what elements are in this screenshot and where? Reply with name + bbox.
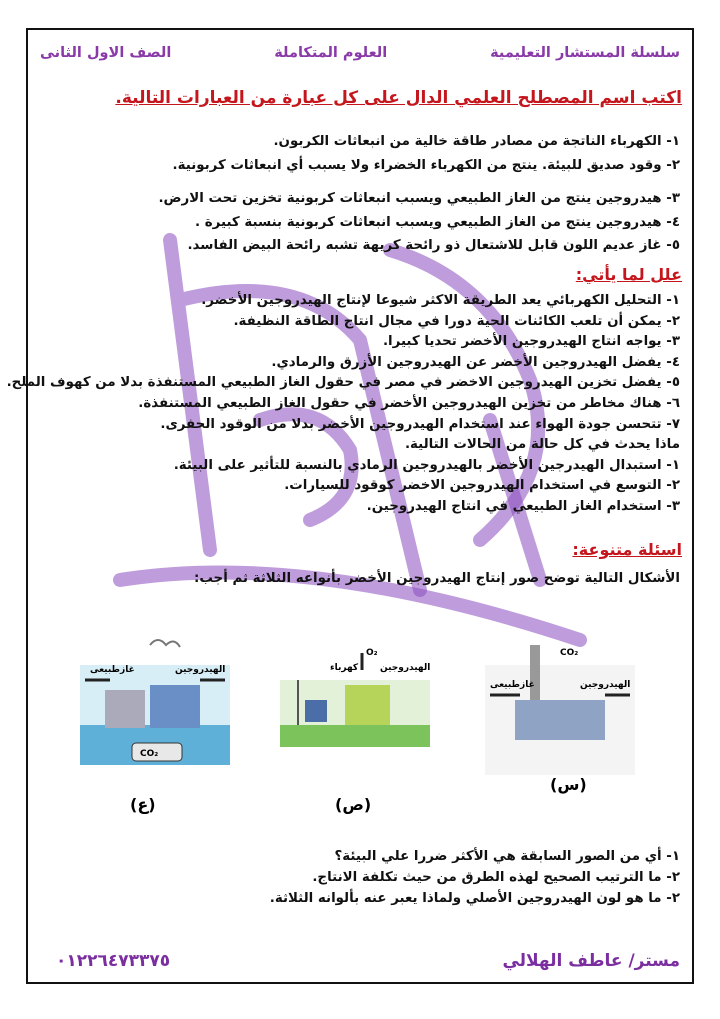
subject-title: العلوم المتكاملة (274, 45, 388, 61)
figure-c-gas: CO₂ (560, 648, 579, 658)
section1-title: اكتب اسم المصطلح العلمي الدال على كل عبارة من العبارات التالية. (115, 88, 682, 108)
section3-questions (270, 846, 680, 909)
section2-title: علل لما يأتي: (575, 265, 682, 284)
list-item: ٢- ما هو لون الهيدروجين الأصلي ولماذا يعبر عنه بألوانه الثلاثة. (269, 891, 680, 906)
list-item: ٣- يواجه انتاج الهيدروجين الأخضر تحديا كبيرا. (382, 334, 680, 350)
grade-title: الصف الاول الثانى (40, 45, 172, 61)
figure-c-input: غازطبيعى (490, 680, 535, 690)
list-item: ٢- التوسع في استخدام الهيدروجين الاخضر كوقود للسيارات. (284, 478, 680, 494)
figure-a-gas: CO₂ (140, 749, 159, 759)
list-item: ١- أي من الصور السابقة هي الأكثر ضررا علي البيئة؟ (334, 849, 680, 864)
figure-c (485, 645, 635, 775)
figure-a-input: غازطبيعى (90, 665, 135, 675)
hydrogen-production-figures (60, 625, 660, 825)
figure-b-gas: O₂ (366, 648, 378, 658)
figure-b-electrolyzer (345, 685, 390, 725)
solar-panel-icon (305, 700, 327, 722)
series-title: سلسلة المستشار التعليمية (490, 45, 680, 61)
list-item: ٥- غاز عديم اللون قابل للاشتعال ذو رائحة كريهة تشبه رائحة البيض الفاسد. (187, 238, 680, 253)
figure-b-input: كهرباء (330, 663, 359, 673)
list-item: ٣- استخدام الغاز الطبيعي في انتاج الهيدروجين. (366, 498, 680, 514)
figure-b-output: الهيدروجين (380, 663, 431, 673)
list-item: ١- استبدال الهيدرجين الأخضر بالهيدروجين الرمادي بالنسبة للتأثير على البيئة. (173, 457, 680, 473)
figure-a-label: (ع) (130, 795, 156, 814)
teacher-name: مستر/ عاطف الهلالي (502, 951, 680, 971)
list-item: ٢- يمكن أن تلعب الكائنات الحية دورا في مجال انتاج الطاقة النظيفة. (233, 313, 680, 329)
list-item: ٤- هيدروجين ينتج من الغاز الطبيعي ويسبب انبعاثات كربونية بنسبة كبيرة . (195, 214, 680, 230)
subtitle: ماذا يحدث في كل حالة من الحالات التالية. (404, 437, 680, 453)
list-item: ١- الكهرباء الناتجة من مصادر طاقة خالية من انبعاثات الكربون. (273, 134, 680, 149)
figure-c-plant (515, 700, 605, 740)
list-item: ١- التحليل الكهربائي يعد الطريقة الاكثر شيوعا لإنتاج الهيدروجين الأخضر. (201, 293, 680, 308)
figure-a (80, 640, 230, 765)
teacher-phone: ٠١٢٢٦٤٧٣٣٧٥ (56, 951, 171, 971)
section2-list (7, 291, 680, 518)
list-item: ٢- وقود صديق للبيئة. ينتج من الكهرباء الخضراء ولا يسبب أي انبعاثات كربونية. (172, 157, 680, 173)
figure-b (280, 648, 430, 747)
list-item: ٣- هيدروجين ينتج من الغاز الطبيعي ويسبب انبعاثات كربونية تخزين تحت الارض. (158, 191, 680, 206)
cloud-icon (150, 640, 180, 647)
figure-a-tanks (105, 690, 145, 728)
page-header (40, 40, 680, 66)
figure-a-output: الهيدروجين (175, 665, 226, 675)
section3-title: اسئلة متنوعة: (572, 540, 682, 559)
figure-a-plant (150, 685, 200, 728)
section3-intro: الأشكال التالية توضح صور إنتاج الهيدروجين الأخضر بأنواعه الثلاثة ثم أجب: (194, 571, 680, 586)
list-item: ٢- ما الترتيب الصحيح لهذه الطرق من حيث تكلفة الانتاج. (312, 870, 680, 885)
list-item: ٥- يفضل تخزين الهيدروجين الاخضر في مصر في حقول الغاز الطبيعي المستنفذة بدلا من كهوف الملح. (6, 375, 680, 391)
list-item: ٧- تتحسن جودة الهواء عند استخدام الهيدروجين الأخضر بدلا من الوقود الحفرى. (160, 416, 680, 432)
list-item: ٦- هناك مخاطر من تخزين الهيدروجين الأخضر في حقول الغاز الطبيعي المستنفذة. (138, 395, 680, 411)
section1-list (158, 130, 680, 258)
list-item: ٤- يفضل الهيدروجين الأخضر عن الهيدروجين الأزرق والرمادي. (271, 354, 680, 370)
figure-b-label: (ص) (335, 795, 372, 814)
figure-c-label: (س) (550, 775, 587, 794)
figure-b-ground (280, 725, 430, 747)
figure-c-output: الهيدروجين (580, 680, 631, 690)
